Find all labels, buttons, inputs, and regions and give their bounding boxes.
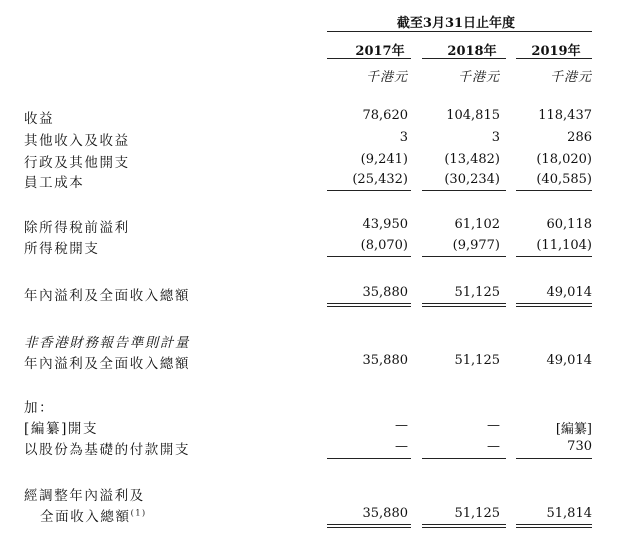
profit-before-tax-2018: 61,102: [454, 217, 500, 232]
admin-expenses-2019: (18,020): [536, 152, 592, 167]
adjusted-total-2019: 51,814: [546, 506, 592, 521]
profit-total-2019: 49,014: [546, 285, 592, 300]
income-tax-2017: (8,070): [360, 238, 408, 253]
year-2017-header: 2017年: [355, 44, 405, 59]
total-double-line-b-2019: [516, 306, 592, 307]
adjusted-label-text: 全面收入總額: [40, 509, 131, 525]
profit-total-2018: 51,125: [454, 285, 500, 300]
subtotal-line-2018: [422, 190, 506, 191]
profit-total-2017: 35,880: [362, 285, 408, 300]
total-double-line-a-2019: [516, 303, 592, 304]
year-2019-underline: [516, 58, 592, 59]
year-2017-underline: [327, 58, 411, 59]
subtotal-line-2019: [516, 190, 592, 191]
staff-costs-2019: (40,585): [536, 172, 592, 187]
staff-costs-label: 員工成本: [24, 175, 85, 191]
unit-2019: 千港元: [549, 70, 592, 85]
adjust-line-2019: [516, 458, 592, 459]
total-double-line-b-2017: [327, 306, 411, 307]
redacted-expense-2017: —: [395, 418, 408, 433]
adjust-line-2017: [327, 458, 411, 459]
income-tax-2018: (9,977): [452, 238, 500, 253]
final-double-line-a-2018: [422, 524, 506, 525]
year-2018-header: 2018年: [447, 44, 497, 59]
profit-total-2-2018: 51,125: [454, 353, 500, 368]
income-tax-label: 所得稅開支: [24, 241, 100, 257]
period-heading: 截至3月31日止年度: [396, 16, 516, 31]
final-double-line-a-2019: [516, 524, 592, 525]
revenue-2019: 118,437: [538, 108, 592, 123]
admin-expenses-2017: (9,241): [360, 152, 408, 167]
final-double-line-a-2017: [327, 524, 411, 525]
profit-total-label: 年內溢利及全面收入總額: [24, 288, 191, 304]
profit-total-2-2019: 49,014: [546, 353, 592, 368]
admin-expenses-2018: (13,482): [444, 152, 500, 167]
non-hkfrs-title: 非香港財務報告準則計量: [24, 335, 191, 351]
redacted-expense-2019: [編纂]: [555, 422, 592, 437]
income-tax-2019: (11,104): [536, 238, 592, 253]
subtotal-line-2017: [327, 190, 411, 191]
redacted-expense-2018: —: [487, 418, 500, 433]
profit-before-tax-label: 除所得稅前溢利: [24, 220, 130, 236]
revenue-2018: 104,815: [446, 108, 500, 123]
year-2018-underline: [422, 58, 506, 59]
profit-total-2-2017: 35,880: [362, 353, 408, 368]
redacted-expense-label: [編纂]開支: [24, 421, 99, 437]
other-income-2018: 3: [491, 130, 500, 145]
final-double-line-b-2019: [516, 527, 592, 528]
other-income-label: 其他收入及收益: [24, 133, 130, 149]
footnote-marker: (1): [130, 508, 147, 518]
tax-line-2018: [422, 256, 506, 257]
share-payment-2019: 730: [567, 439, 592, 454]
share-payment-label: 以股份為基礎的付款開支: [24, 442, 191, 458]
staff-costs-2018: (30,234): [444, 172, 500, 187]
share-payment-2018: —: [487, 439, 500, 454]
total-double-line-a-2017: [327, 303, 411, 304]
add-label: 加：: [24, 400, 55, 416]
final-double-line-b-2017: [327, 527, 411, 528]
unit-2017: 千港元: [365, 70, 408, 85]
other-income-2019: 286: [567, 130, 592, 145]
adjusted-label-line2: [40, 505, 147, 525]
profit-before-tax-2017: 43,950: [362, 217, 408, 232]
year-2019-header: 2019年: [531, 44, 581, 59]
share-payment-2017: —: [395, 439, 408, 454]
revenue-label: 收益: [24, 111, 55, 127]
profit-total-2-label: 年內溢利及全面收入總額: [24, 356, 191, 372]
total-double-line-b-2018: [422, 306, 506, 307]
staff-costs-2017: (25,432): [352, 172, 408, 187]
period-underline: [327, 31, 592, 32]
tax-line-2017: [327, 256, 411, 257]
tax-line-2019: [516, 256, 592, 257]
admin-expenses-label: 行政及其他開支: [24, 155, 130, 171]
total-double-line-a-2018: [422, 303, 506, 304]
adjust-line-2018: [422, 458, 506, 459]
revenue-2017: 78,620: [362, 108, 408, 123]
adjusted-total-2018: 51,125: [454, 506, 500, 521]
final-double-line-b-2018: [422, 527, 506, 528]
unit-2018: 千港元: [457, 70, 500, 85]
adjusted-label-line1: 經調整年內溢利及: [24, 488, 145, 504]
other-income-2017: 3: [399, 130, 408, 145]
profit-before-tax-2019: 60,118: [546, 217, 592, 232]
adjusted-total-2017: 35,880: [362, 506, 408, 521]
